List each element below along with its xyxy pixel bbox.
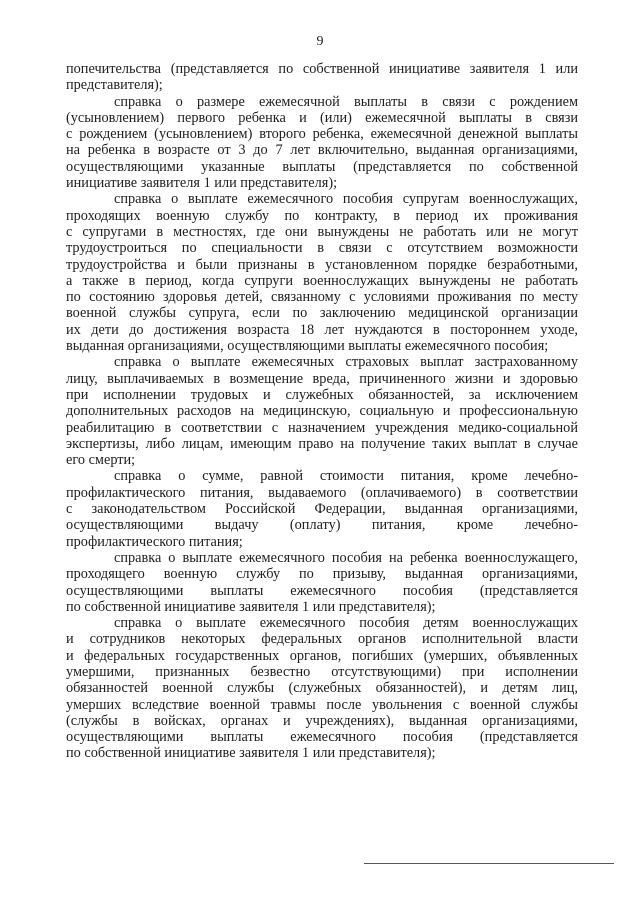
text-line: при исполнении трудовых и служебных обязанностей, за исключением xyxy=(66,386,578,403)
text-line: умершими, признанных безвестно отсутствующими) при исполнении xyxy=(66,663,578,680)
text-line: трудоустроиться по специальности в связи с отсутствием возможности xyxy=(66,240,578,257)
paragraph xyxy=(66,550,578,615)
text-line: умерших вследствие военной травмы после увольнения с военной службы xyxy=(66,696,578,713)
text-line: профилактического питания, выдаваемого (оплачиваемого) в соответствии xyxy=(66,484,578,501)
page-number: 9 xyxy=(316,34,324,49)
text-line: лицу, выплачиваемых в возмещение вреда, причиненного жизни и здоровью xyxy=(66,370,578,387)
text-line: с законодательством Российской Федерации, выданная организациями, xyxy=(66,501,578,518)
paragraph xyxy=(66,94,578,192)
text-line: справка о выплате ежемесячного пособия на ребенка военнослужащего, xyxy=(114,549,578,566)
text-line: представителя); xyxy=(66,77,163,94)
text-line: на ребенка в возрасте от 3 до 7 лет включительно, выданная организациями, xyxy=(66,142,578,159)
text-line: справка о выплате ежемесячных страховых выплат застрахованному xyxy=(114,354,578,371)
text-line: с рождением (усыновлением) второго ребенка, ежемесячной денежной выплаты xyxy=(66,126,578,143)
text-line: и федеральных государственных органов, погибших (умерших, объявленных xyxy=(66,647,578,664)
text-line: по состоянию здоровья детей, связанному с условиями проживания по месту xyxy=(66,289,578,306)
text-line: трудоустройства и были признаны в установленном порядке безработными, xyxy=(66,256,578,273)
text-line: справка о размере ежемесячной выплаты в связи с рождением xyxy=(114,93,578,110)
paragraph xyxy=(66,468,578,549)
text-line: инициативе заявителя 1 или представителя); xyxy=(66,175,338,192)
text-line: осуществляющими выплаты ежемесячного пособия (представляется xyxy=(66,582,578,599)
text-line: проходящего военную службу по призыву, выданная организациями, xyxy=(66,566,578,583)
text-line: профилактического питания; xyxy=(66,533,243,550)
paragraph xyxy=(66,191,578,354)
text-line: осуществляющими выплаты ежемесячного пособия (представляется xyxy=(66,729,578,746)
text-line: справка о выплате ежемесячного пособия детям военнослужащих xyxy=(114,615,578,632)
paragraph xyxy=(66,61,578,94)
paragraph xyxy=(66,615,578,762)
text-line: дополнительных расходов на медицинскую, социальную и профессиональную xyxy=(66,403,578,420)
paragraph xyxy=(66,354,578,468)
text-line: осуществляющими выдачу (оплату) питания, кроме лечебно- xyxy=(66,517,578,534)
text-line: (службы в войсках, органах и учреждениях), выданная организациями, xyxy=(66,712,578,729)
text-line: выданная организациями, осуществляющими выплаты ежемесячного пособия; xyxy=(66,338,549,355)
text-line: справка о сумме, равной стоимости питания, кроме лечебно- xyxy=(114,468,578,485)
text-line: и сотрудников некоторых федеральных органов исполнительной власти xyxy=(66,631,578,648)
text-line: проходящих военную службу по контракту, в период их проживания xyxy=(66,207,578,224)
text-line: реабилитацию в соответствии с назначением учреждения медико-социальной xyxy=(66,419,578,436)
text-line: а также в период, когда супруги военнослужащих вынуждены не работать xyxy=(66,272,578,289)
text-line: его смерти; xyxy=(66,452,136,469)
text-line: их дети до достижения возраста 18 лет нуждаются в постороннем уходе, xyxy=(66,321,578,338)
text-line: с супругами в местностях, где они вынуждены не работать или не могут xyxy=(66,223,578,240)
text-line: справка о выплате ежемесячного пособия супругам военнослужащих, xyxy=(114,191,578,208)
text-line: попечительства (представляется по собственной инициативе заявителя 1 или xyxy=(66,61,578,77)
text-line: военной службы супруга, если по заключению медицинской организации xyxy=(66,305,578,322)
text-line: по собственной инициативе заявителя 1 или представителя); xyxy=(66,745,436,762)
text-line: осуществляющими указанные выплаты (представляется по собственной xyxy=(66,158,578,175)
footer-rule xyxy=(364,863,614,864)
text-line: обязанностей военной службы (служебных обязанностей), и детям лиц, xyxy=(66,680,578,697)
document-body xyxy=(66,61,578,762)
text-line: по собственной инициативе заявителя 1 или представителя); xyxy=(66,598,436,615)
text-line: экспертизы, либо лицам, имеющим право на получение таких выплат в случае xyxy=(66,435,578,452)
text-line: (усыновлением) первого ребенка и (или) ежемесячной выплаты в связи xyxy=(66,109,578,126)
